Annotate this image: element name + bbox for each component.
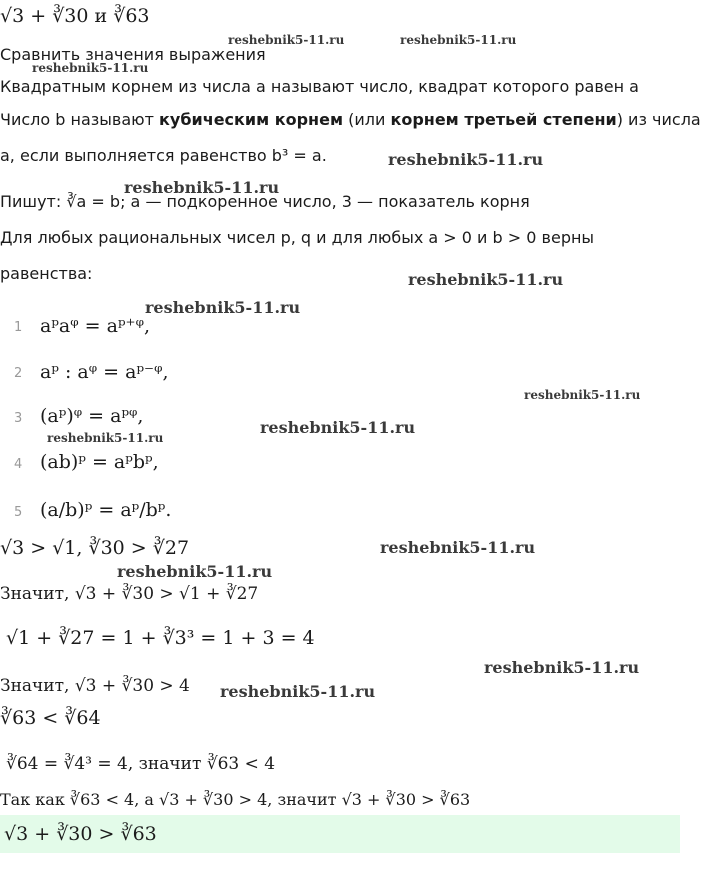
- watermark: reshebnik5-11.ru: [408, 270, 564, 289]
- rule-number: 3: [14, 411, 23, 426]
- watermark: reshebnik5-11.ru: [145, 298, 301, 317]
- watermark: reshebnik5-11.ru: [380, 538, 536, 557]
- answer-box: [0, 815, 680, 853]
- solution-step-3: √1 + ∛27 = 1 + ∛3³ = 1 + 3 = 4: [6, 627, 315, 649]
- watermark: reshebnik5-11.ru: [220, 682, 376, 701]
- intro-title: Сравнить значения выражения: [0, 45, 266, 64]
- watermark: reshebnik5-11.ru: [47, 431, 164, 445]
- rule-number: 5: [14, 505, 23, 520]
- watermark: reshebnik5-11.ru: [524, 388, 641, 402]
- answer-formula: √3 + ∛30 > ∛63: [4, 823, 157, 845]
- solution-step-4: Значит, √3 + ∛30 > 4: [0, 676, 190, 696]
- watermark: reshebnik5-11.ru: [400, 33, 517, 47]
- watermark: reshebnik5-11.ru: [32, 61, 149, 75]
- cube-root-definition: Число b называют кубическим корнем (или корнем третьей степени) из числа: [0, 110, 701, 129]
- cube-root-definition-continued: a, если выполняется равенство b³ = a.: [0, 146, 327, 165]
- square-root-definition: Квадратным корнем из числа a называют число, квадрат которого равен a: [0, 77, 639, 96]
- solution-step-7: Так как ∛63 < 4, а √3 + ∛30 > 4, значит √3 + ∛30 > ∛63: [0, 790, 471, 809]
- solution-step-1: √3 > √1, ∛30 > ∛27: [0, 537, 190, 559]
- solution-step-6: ∛64 = ∛4³ = 4, значит ∛63 < 4: [6, 754, 276, 774]
- watermark: reshebnik5-11.ru: [124, 178, 280, 197]
- rule-formula: (aᵖ)ᵠ = aᵖᵠ,: [40, 405, 144, 427]
- rule-number: 1: [14, 320, 23, 335]
- rule-formula: aᵖ : aᵠ = aᵖ⁻ᵠ,: [40, 361, 169, 383]
- watermark: reshebnik5-11.ru: [388, 150, 544, 169]
- watermark: reshebnik5-11.ru: [484, 658, 640, 677]
- rule-number: 4: [14, 457, 23, 472]
- solution-step-5: ∛63 < ∛64: [0, 707, 101, 729]
- task-expression: √3 + ∛30 и ∛63: [0, 5, 150, 27]
- solution-step-2: Значит, √3 + ∛30 > √1 + ∛27: [0, 584, 259, 604]
- rule-formula: (ab)ᵖ = aᵖbᵖ,: [40, 451, 159, 473]
- rule-formula: aᵖaᵠ = aᵖ⁺ᵠ,: [40, 315, 151, 337]
- watermark: reshebnik5-11.ru: [260, 418, 416, 437]
- rule-number: 2: [14, 366, 23, 381]
- rules-intro-line2: равенства:: [0, 264, 93, 283]
- watermark: reshebnik5-11.ru: [117, 562, 273, 581]
- notation-line: Пишут: ∛a = b; a — подкоренное число, 3 — показатель корня: [0, 192, 530, 211]
- watermark: reshebnik5-11.ru: [228, 33, 345, 47]
- rules-intro-line1: Для любых рациональных чисел p, q и для любых a > 0 и b > 0 верны: [0, 228, 595, 247]
- rule-formula: (a/b)ᵖ = aᵖ/bᵖ.: [40, 499, 172, 521]
